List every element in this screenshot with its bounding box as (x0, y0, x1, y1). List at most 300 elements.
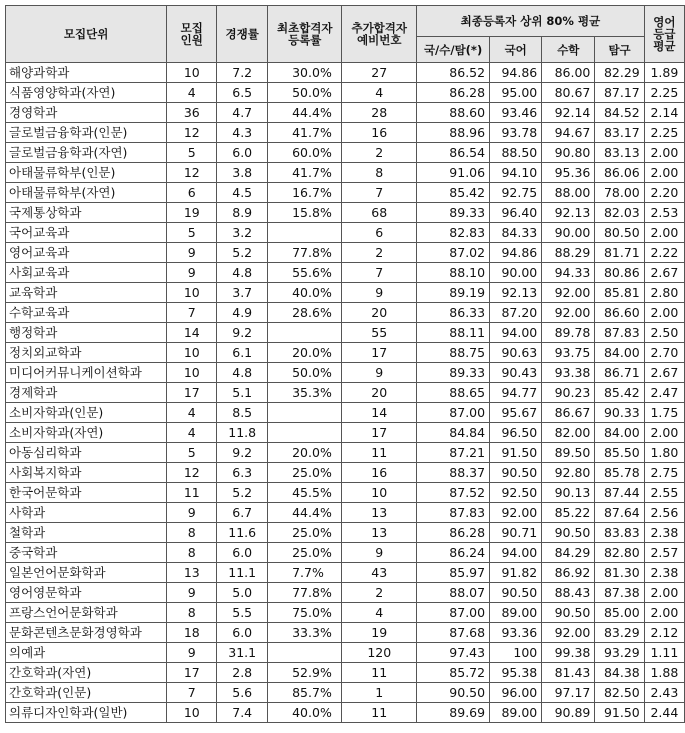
competition-cell: 4.3 (217, 123, 268, 143)
inquiry-cell: 83.13 (595, 143, 644, 163)
unit-cell: 식품영양학과(자연) (6, 83, 167, 103)
total-score-cell: 86.28 (417, 523, 490, 543)
english-grade-cell: 2.47 (644, 383, 684, 403)
quota-cell: 8 (167, 543, 217, 563)
english-grade-cell: 2.00 (644, 603, 684, 623)
competition-cell: 9.2 (217, 323, 268, 343)
total-score-cell: 85.72 (417, 663, 490, 683)
waitlist-cell: 27 (342, 63, 417, 83)
total-score-cell: 91.06 (417, 163, 490, 183)
competition-cell: 6.5 (217, 83, 268, 103)
english-grade-cell: 2.57 (644, 543, 684, 563)
table-row (6, 103, 685, 123)
table-row (6, 283, 685, 303)
total-score-cell: 88.10 (417, 263, 490, 283)
table-row (6, 403, 685, 423)
first-registration-cell: 25.0% (268, 463, 342, 483)
table-body (6, 63, 685, 723)
waitlist-cell: 16 (342, 123, 417, 143)
korean-cell: 88.50 (490, 143, 542, 163)
total-score-cell: 88.96 (417, 123, 490, 143)
quota-cell: 12 (167, 463, 217, 483)
first-registration-cell: 77.8% (268, 243, 342, 263)
quota-cell: 6 (167, 183, 217, 203)
inquiry-cell: 85.42 (595, 383, 644, 403)
waitlist-cell: 55 (342, 323, 417, 343)
table-row (6, 623, 685, 643)
table-row (6, 423, 685, 443)
inquiry-cell: 83.17 (595, 123, 644, 143)
korean-cell: 93.78 (490, 123, 542, 143)
total-score-cell: 89.33 (417, 363, 490, 383)
math-cell: 86.00 (542, 63, 595, 83)
math-cell: 95.36 (542, 163, 595, 183)
english-grade-cell: 1.89 (644, 63, 684, 83)
total-score-cell: 87.00 (417, 603, 490, 623)
unit-cell: 수학교육과 (6, 303, 167, 323)
competition-cell: 11.1 (217, 563, 268, 583)
unit-cell: 아동심리학과 (6, 443, 167, 463)
math-cell: 94.67 (542, 123, 595, 143)
header-english: 영어 등급 평균 (644, 6, 684, 63)
competition-cell: 4.8 (217, 363, 268, 383)
table-row (6, 63, 685, 83)
korean-cell: 96.00 (490, 683, 542, 703)
unit-cell: 교육학과 (6, 283, 167, 303)
quota-cell: 12 (167, 163, 217, 183)
header-sub-math: 수학 (542, 37, 595, 63)
quota-cell: 36 (167, 103, 217, 123)
inquiry-cell: 82.80 (595, 543, 644, 563)
competition-cell: 4.5 (217, 183, 268, 203)
table-row (6, 363, 685, 383)
korean-cell: 90.43 (490, 363, 542, 383)
competition-cell: 6.7 (217, 503, 268, 523)
english-grade-cell: 2.00 (644, 223, 684, 243)
waitlist-cell: 11 (342, 703, 417, 723)
english-grade-cell: 2.50 (644, 323, 684, 343)
first-registration-cell: 20.0% (268, 443, 342, 463)
math-cell: 90.80 (542, 143, 595, 163)
total-score-cell: 88.60 (417, 103, 490, 123)
competition-cell: 4.9 (217, 303, 268, 323)
quota-cell: 10 (167, 703, 217, 723)
header-sub-korean: 국어 (490, 37, 542, 63)
table-row (6, 503, 685, 523)
quota-cell: 5 (167, 143, 217, 163)
total-score-cell: 86.54 (417, 143, 490, 163)
unit-cell: 간호학과(인문) (6, 683, 167, 703)
inquiry-cell: 85.81 (595, 283, 644, 303)
waitlist-cell: 9 (342, 543, 417, 563)
competition-cell: 6.3 (217, 463, 268, 483)
total-score-cell: 86.24 (417, 543, 490, 563)
math-cell: 90.50 (542, 523, 595, 543)
english-grade-cell: 2.55 (644, 483, 684, 503)
korean-cell: 92.50 (490, 483, 542, 503)
unit-cell: 한국어문학과 (6, 483, 167, 503)
math-cell: 93.75 (542, 343, 595, 363)
math-cell: 93.38 (542, 363, 595, 383)
unit-cell: 일본언어문화학과 (6, 563, 167, 583)
quota-cell: 9 (167, 503, 217, 523)
competition-cell: 5.2 (217, 243, 268, 263)
competition-cell: 5.6 (217, 683, 268, 703)
total-score-cell: 88.65 (417, 383, 490, 403)
waitlist-cell: 17 (342, 423, 417, 443)
competition-cell: 11.8 (217, 423, 268, 443)
inquiry-cell: 83.29 (595, 623, 644, 643)
english-grade-cell: 1.88 (644, 663, 684, 683)
unit-cell: 의류디자인학과(일반) (6, 703, 167, 723)
korean-cell: 89.00 (490, 603, 542, 623)
table-row (6, 523, 685, 543)
competition-cell: 31.1 (217, 643, 268, 663)
table-row (6, 703, 685, 723)
quota-cell: 5 (167, 223, 217, 243)
waitlist-cell: 20 (342, 303, 417, 323)
first-registration-cell: 77.8% (268, 583, 342, 603)
math-cell: 92.14 (542, 103, 595, 123)
inquiry-cell: 84.52 (595, 103, 644, 123)
first-registration-cell: 75.0% (268, 603, 342, 623)
total-score-cell: 85.97 (417, 563, 490, 583)
quota-cell: 7 (167, 303, 217, 323)
korean-cell: 94.86 (490, 63, 542, 83)
math-cell: 86.67 (542, 403, 595, 423)
unit-cell: 사학과 (6, 503, 167, 523)
first-registration-cell: 40.0% (268, 283, 342, 303)
unit-cell: 국어교육과 (6, 223, 167, 243)
math-cell: 88.00 (542, 183, 595, 203)
inquiry-cell: 81.71 (595, 243, 644, 263)
table-row (6, 663, 685, 683)
total-score-cell: 97.43 (417, 643, 490, 663)
inquiry-cell: 84.00 (595, 343, 644, 363)
unit-cell: 정치외교학과 (6, 343, 167, 363)
table-row (6, 563, 685, 583)
total-score-cell: 86.28 (417, 83, 490, 103)
first-registration-cell: 52.9% (268, 663, 342, 683)
korean-cell: 94.77 (490, 383, 542, 403)
table-row (6, 443, 685, 463)
quota-cell: 17 (167, 663, 217, 683)
quota-cell: 10 (167, 343, 217, 363)
waitlist-cell: 2 (342, 143, 417, 163)
waitlist-cell: 9 (342, 363, 417, 383)
inquiry-cell: 84.38 (595, 663, 644, 683)
competition-cell: 9.2 (217, 443, 268, 463)
waitlist-cell: 68 (342, 203, 417, 223)
table-row (6, 683, 685, 703)
header-sub-total: 국/수/탐(*) (417, 37, 490, 63)
total-score-cell: 87.52 (417, 483, 490, 503)
total-score-cell: 87.68 (417, 623, 490, 643)
korean-cell: 92.13 (490, 283, 542, 303)
english-grade-cell: 2.14 (644, 103, 684, 123)
table-row (6, 123, 685, 143)
first-registration-cell: 60.0% (268, 143, 342, 163)
total-score-cell: 87.02 (417, 243, 490, 263)
korean-cell: 95.67 (490, 403, 542, 423)
korean-cell: 95.38 (490, 663, 542, 683)
competition-cell: 5.0 (217, 583, 268, 603)
table-row (6, 543, 685, 563)
quota-cell: 9 (167, 263, 217, 283)
english-grade-cell: 2.44 (644, 703, 684, 723)
competition-cell: 7.2 (217, 63, 268, 83)
math-cell: 89.50 (542, 443, 595, 463)
total-score-cell: 87.83 (417, 503, 490, 523)
math-cell: 84.29 (542, 543, 595, 563)
english-grade-cell: 1.11 (644, 643, 684, 663)
korean-cell: 94.10 (490, 163, 542, 183)
quota-cell: 19 (167, 203, 217, 223)
quota-cell: 4 (167, 403, 217, 423)
inquiry-cell: 87.38 (595, 583, 644, 603)
korean-cell: 93.46 (490, 103, 542, 123)
header-sub-inquiry: 탐구 (595, 37, 644, 63)
header-top80: 최종등록자 상위 80% 평균 (417, 6, 645, 37)
inquiry-cell: 84.00 (595, 423, 644, 443)
unit-cell: 철학과 (6, 523, 167, 543)
unit-cell: 중국학과 (6, 543, 167, 563)
math-cell: 92.00 (542, 303, 595, 323)
table-row (6, 603, 685, 623)
table-row (6, 223, 685, 243)
waitlist-cell: 13 (342, 503, 417, 523)
first-registration-cell: 15.8% (268, 203, 342, 223)
competition-cell: 6.0 (217, 623, 268, 643)
table-row (6, 263, 685, 283)
unit-cell: 영어교육과 (6, 243, 167, 263)
competition-cell: 5.5 (217, 603, 268, 623)
inquiry-cell: 93.29 (595, 643, 644, 663)
table-row (6, 383, 685, 403)
math-cell: 90.23 (542, 383, 595, 403)
competition-cell: 4.8 (217, 263, 268, 283)
quota-cell: 4 (167, 83, 217, 103)
inquiry-cell: 87.64 (595, 503, 644, 523)
english-grade-cell: 2.38 (644, 563, 684, 583)
first-registration-cell: 7.7% (268, 563, 342, 583)
unit-cell: 글로벌금융학과(인문) (6, 123, 167, 143)
first-registration-cell: 41.7% (268, 163, 342, 183)
quota-cell: 5 (167, 443, 217, 463)
english-grade-cell: 2.56 (644, 503, 684, 523)
quota-cell: 17 (167, 383, 217, 403)
competition-cell: 7.4 (217, 703, 268, 723)
inquiry-cell: 90.33 (595, 403, 644, 423)
waitlist-cell: 20 (342, 383, 417, 403)
korean-cell: 90.00 (490, 263, 542, 283)
competition-cell: 6.0 (217, 143, 268, 163)
table-row (6, 583, 685, 603)
quota-cell: 10 (167, 63, 217, 83)
unit-cell: 국제통상학과 (6, 203, 167, 223)
korean-cell: 94.86 (490, 243, 542, 263)
table-row (6, 203, 685, 223)
header-competition: 경쟁률 (217, 6, 268, 63)
total-score-cell: 82.83 (417, 223, 490, 243)
inquiry-cell: 82.50 (595, 683, 644, 703)
quota-cell: 18 (167, 623, 217, 643)
table-row (6, 303, 685, 323)
first-registration-cell: 44.4% (268, 103, 342, 123)
table-row (6, 183, 685, 203)
math-cell: 92.13 (542, 203, 595, 223)
english-grade-cell: 2.00 (644, 423, 684, 443)
waitlist-cell: 8 (342, 163, 417, 183)
first-registration-cell: 40.0% (268, 703, 342, 723)
math-cell: 90.89 (542, 703, 595, 723)
waitlist-cell: 11 (342, 663, 417, 683)
english-grade-cell: 1.80 (644, 443, 684, 463)
first-registration-cell: 25.0% (268, 523, 342, 543)
quota-cell: 10 (167, 363, 217, 383)
korean-cell: 93.36 (490, 623, 542, 643)
table-row (6, 483, 685, 503)
english-grade-cell: 1.75 (644, 403, 684, 423)
quota-cell: 12 (167, 123, 217, 143)
korean-cell: 95.00 (490, 83, 542, 103)
total-score-cell: 90.50 (417, 683, 490, 703)
competition-cell: 4.7 (217, 103, 268, 123)
first-registration-cell (268, 643, 342, 663)
inquiry-cell: 85.50 (595, 443, 644, 463)
header-first-registration: 최초합격자 등록률 (268, 6, 342, 63)
korean-cell: 90.71 (490, 523, 542, 543)
waitlist-cell: 4 (342, 603, 417, 623)
table-row (6, 323, 685, 343)
unit-cell: 아태물류학부(자연) (6, 183, 167, 203)
quota-cell: 7 (167, 683, 217, 703)
math-cell: 81.43 (542, 663, 595, 683)
header-extra-waitlist: 추가합격자 예비번호 (342, 6, 417, 63)
table-row (6, 643, 685, 663)
inquiry-cell: 80.50 (595, 223, 644, 243)
unit-cell: 미디어커뮤니케이션학과 (6, 363, 167, 383)
quota-cell: 13 (167, 563, 217, 583)
unit-cell: 글로벌금융학과(자연) (6, 143, 167, 163)
inquiry-cell: 85.00 (595, 603, 644, 623)
admission-results-table (5, 5, 685, 723)
quota-cell: 4 (167, 423, 217, 443)
inquiry-cell: 85.78 (595, 463, 644, 483)
english-grade-cell: 2.53 (644, 203, 684, 223)
english-grade-cell: 2.75 (644, 463, 684, 483)
quota-cell: 14 (167, 323, 217, 343)
unit-cell: 경영학과 (6, 103, 167, 123)
first-registration-cell (268, 323, 342, 343)
quota-cell: 9 (167, 243, 217, 263)
competition-cell: 5.1 (217, 383, 268, 403)
korean-cell: 92.00 (490, 503, 542, 523)
math-cell: 97.17 (542, 683, 595, 703)
first-registration-cell: 85.7% (268, 683, 342, 703)
total-score-cell: 87.00 (417, 403, 490, 423)
math-cell: 94.33 (542, 263, 595, 283)
quota-cell: 10 (167, 283, 217, 303)
inquiry-cell: 83.83 (595, 523, 644, 543)
waitlist-cell: 17 (342, 343, 417, 363)
table-row (6, 463, 685, 483)
math-cell: 92.80 (542, 463, 595, 483)
math-cell: 80.67 (542, 83, 595, 103)
quota-cell: 11 (167, 483, 217, 503)
quota-cell: 9 (167, 643, 217, 663)
math-cell: 92.00 (542, 623, 595, 643)
table-row (6, 343, 685, 363)
competition-cell: 3.2 (217, 223, 268, 243)
english-grade-cell: 2.12 (644, 623, 684, 643)
korean-cell: 94.00 (490, 323, 542, 343)
quota-cell: 9 (167, 583, 217, 603)
competition-cell: 5.2 (217, 483, 268, 503)
korean-cell: 90.50 (490, 463, 542, 483)
competition-cell: 3.8 (217, 163, 268, 183)
table-row (6, 143, 685, 163)
math-cell: 86.92 (542, 563, 595, 583)
unit-cell: 행정학과 (6, 323, 167, 343)
first-registration-cell: 30.0% (268, 63, 342, 83)
inquiry-cell: 86.60 (595, 303, 644, 323)
korean-cell: 91.82 (490, 563, 542, 583)
korean-cell: 90.50 (490, 583, 542, 603)
unit-cell: 프랑스언어문화학과 (6, 603, 167, 623)
competition-cell: 8.5 (217, 403, 268, 423)
korean-cell: 100 (490, 643, 542, 663)
english-grade-cell: 2.00 (644, 143, 684, 163)
waitlist-cell: 43 (342, 563, 417, 583)
waitlist-cell: 16 (342, 463, 417, 483)
total-score-cell: 85.42 (417, 183, 490, 203)
english-grade-cell: 2.22 (644, 243, 684, 263)
inquiry-cell: 81.30 (595, 563, 644, 583)
header-unit: 모집단위 (6, 6, 167, 63)
header-quota: 모집 인원 (167, 6, 217, 63)
competition-cell: 3.7 (217, 283, 268, 303)
math-cell: 88.43 (542, 583, 595, 603)
total-score-cell: 86.52 (417, 63, 490, 83)
total-score-cell: 86.33 (417, 303, 490, 323)
first-registration-cell: 44.4% (268, 503, 342, 523)
unit-cell: 아태물류학부(인문) (6, 163, 167, 183)
unit-cell: 영어영문학과 (6, 583, 167, 603)
total-score-cell: 88.75 (417, 343, 490, 363)
table-header (6, 6, 685, 63)
unit-cell: 사회복지학과 (6, 463, 167, 483)
first-registration-cell: 16.7% (268, 183, 342, 203)
english-grade-cell: 2.67 (644, 263, 684, 283)
waitlist-cell: 19 (342, 623, 417, 643)
table-row (6, 243, 685, 263)
inquiry-cell: 87.17 (595, 83, 644, 103)
competition-cell: 2.8 (217, 663, 268, 683)
first-registration-cell: 45.5% (268, 483, 342, 503)
korean-cell: 96.40 (490, 203, 542, 223)
korean-cell: 87.20 (490, 303, 542, 323)
inquiry-cell: 86.06 (595, 163, 644, 183)
korean-cell: 94.00 (490, 543, 542, 563)
waitlist-cell: 28 (342, 103, 417, 123)
math-cell: 90.13 (542, 483, 595, 503)
total-score-cell: 87.21 (417, 443, 490, 463)
math-cell: 92.00 (542, 283, 595, 303)
total-score-cell: 88.07 (417, 583, 490, 603)
english-grade-cell: 2.00 (644, 303, 684, 323)
first-registration-cell: 35.3% (268, 383, 342, 403)
